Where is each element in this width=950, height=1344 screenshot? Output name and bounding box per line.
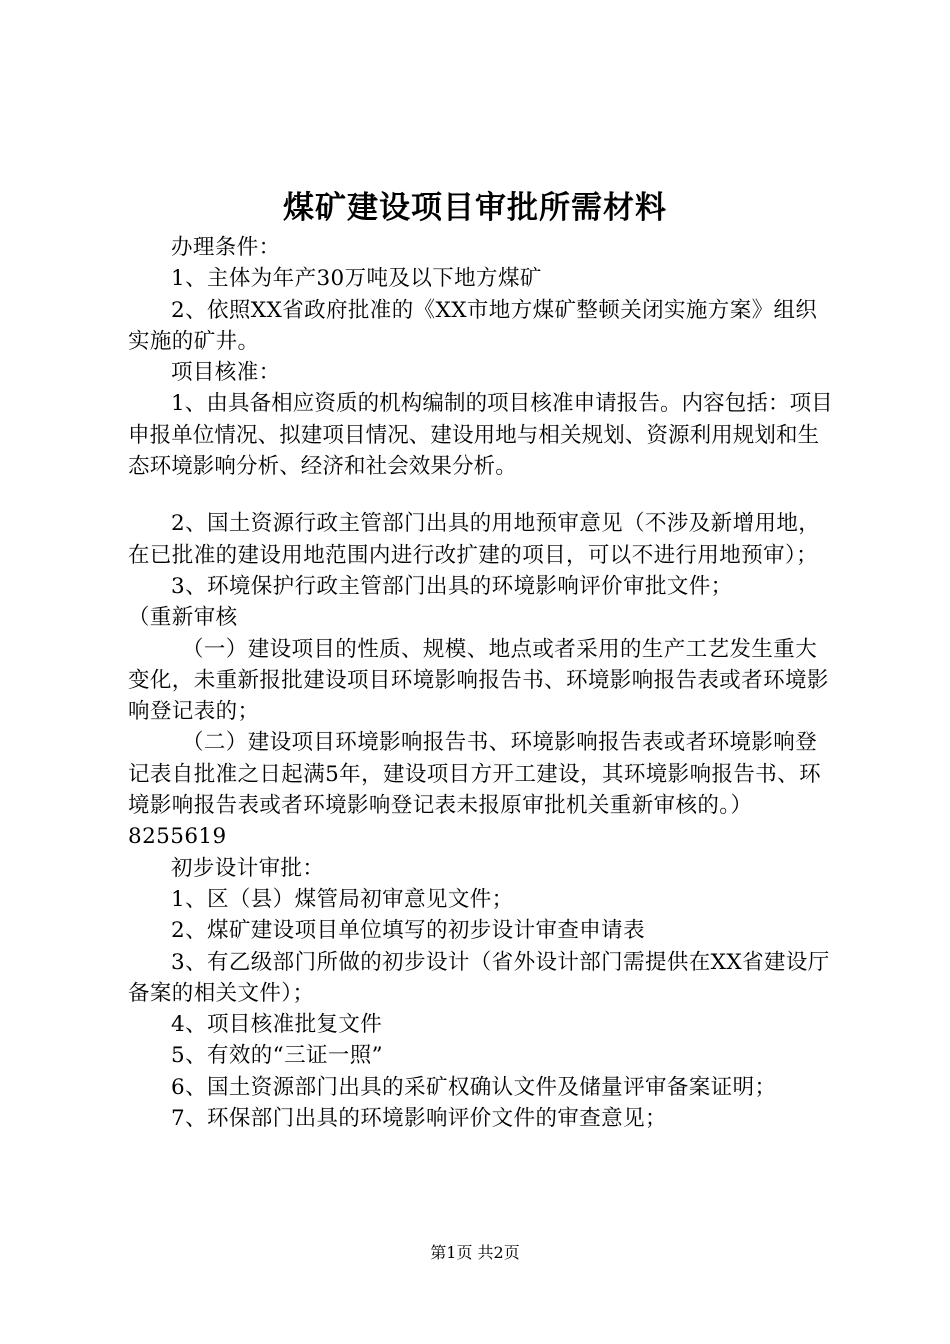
page-footer: 第1页 共2页 xyxy=(430,1243,520,1262)
paragraph: 5、有效的“三证一照” xyxy=(171,1043,384,1069)
section-heading-conditions: 办理条件： xyxy=(171,235,281,260)
paragraph: 4、项目核准批复文件 xyxy=(171,1012,383,1038)
paragraph: 2、国土资源行政主管部门出具的用地预审意见（不涉及新增用地，在已批准的建设用地范围内进行改扩建的项目，可以不进行用地预审）； xyxy=(128,511,821,568)
document-body xyxy=(128,232,833,1134)
paragraph: 3、环境保护行政主管部门出具的环境影响评价审批文件； xyxy=(171,573,733,599)
paragraph: （重新审核 xyxy=(128,605,238,631)
section-heading-approval: 项目核准： xyxy=(171,360,281,386)
document-title: 煤矿建设项目审批所需材料 xyxy=(283,190,667,226)
paragraph: 7、环保部门出具的环境影响评价文件的审查意见； xyxy=(171,1106,667,1132)
paragraph: （一）建设项目的性质、规模、地点或者采用的生产工艺发生重大变化，未重新报批建设项目环境影响报告书、环境影响报告表或者环境影响登记表的； xyxy=(128,636,829,725)
paragraph: 1、主体为年产30万吨及以下地方煤矿 xyxy=(171,266,542,292)
section-heading-design: 初步设计审批： xyxy=(171,855,325,881)
paragraph: 1、由具备相应资质的机构编制的项目核准申请报告。内容包括：项目申报单位情况、拟建项目情况、建设用地与相关规划、资源利用规划和生态环境影响分析、经济和社会效果分析。 xyxy=(128,391,833,480)
paragraph: 2、依照XX省政府批准的《XX市地方煤矿整顿关闭实施方案》组织实施的矿井。 xyxy=(128,297,818,354)
paragraph: 3、有乙级部门所做的初步设计（省外设计部门需提供在XX省建设厅备案的相关文件）； xyxy=(128,949,830,1006)
paragraph: 2、煤矿建设项目单位填写的初步设计审查申请表 xyxy=(171,918,645,944)
paragraph: （二）建设项目环境影响报告书、环境影响报告表或者环境影响登记表自批准之日起满5年，建设项目方开工建设，其环境影响报告书、环境影响报告表或者环境影响登记表未报原审批机关重新审核的。）8255619 xyxy=(128,730,821,850)
paragraph: 6、国土资源部门出具的采矿权确认文件及储量评审备案证明； xyxy=(171,1074,777,1100)
paragraph: 1、区（县）煤管局初审意见文件； xyxy=(171,886,514,912)
